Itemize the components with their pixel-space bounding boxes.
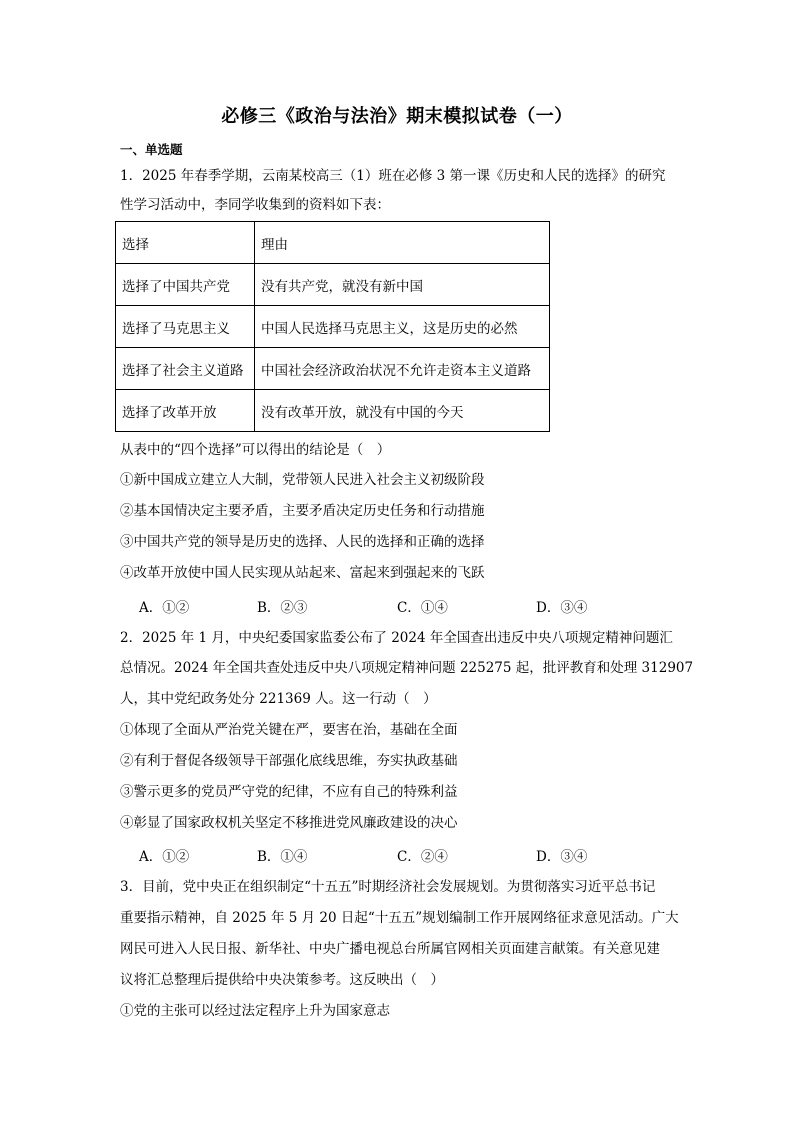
q2-stem-line-2: 总情况。2024 年全国共查处违反中央八项规定精神问题 225275 起，批评教育和处理 312907 (120, 660, 694, 676)
table-cell: 中国社会经济政治状况不允许走资本主义道路 (255, 348, 550, 390)
q1-option-d: D．③④ (536, 600, 588, 616)
q1-data-table (115, 221, 550, 432)
table-header-row (116, 222, 550, 264)
q1-item-1: ①新中国成立建立人大制，党带领人民进入社会主义初级阶段 (120, 472, 485, 488)
table-cell: 没有共产党，就没有新中国 (255, 264, 550, 306)
table-row (116, 264, 550, 306)
table-row (116, 390, 550, 432)
q1-stem-line-2: 性学习活动中，李同学收集到的资料如下表： (120, 197, 390, 213)
q3-stem-line-3: 网民可进入人民日报、新华社、中央广播电视总台所属官网相关页面建言献策。有关意见建 (120, 941, 660, 957)
table-cell: 理由 (255, 222, 550, 264)
q1-stem-line-1: 1．2025 年春季学期，云南某校高三（1）班在必修 3 第一课《历史和人民的选择》的研究 (120, 168, 666, 184)
q1-option-a: A．①② (139, 600, 190, 616)
table-cell: 选择了改革开放 (116, 390, 255, 432)
q2-item-4: ④彰显了国家政权机关坚定不移推进党风廉政建设的决心 (120, 815, 458, 831)
table-cell: 选择了中国共产党 (116, 264, 255, 306)
q3-item-1: ①党的主张可以经过法定程序上升为国家意志 (120, 1003, 390, 1019)
q1-option-c: C．①④ (397, 600, 448, 616)
q2-item-2: ②有利于督促各级领导干部强化底线思维，夯实执政基础 (120, 753, 458, 769)
q2-stem-line-3: 人，其中党纪政务处分 221369 人。这一行动（ ） (120, 691, 437, 707)
table-cell: 选择了马克思主义 (116, 306, 255, 348)
q2-item-3: ③警示更多的党员严守党的纪律，不应有自己的特殊利益 (120, 784, 458, 800)
q2-option-b: B．①④ (257, 849, 308, 865)
q2-option-d: D．③④ (536, 849, 588, 865)
page-title: 必修三《政治与法治》期末模拟试卷（一） (221, 106, 573, 127)
q2-option-c: C．②④ (397, 849, 448, 865)
q2-stem-line-1: 2．2025 年 1 月，中央纪委国家监委公布了 2024 年全国查出违反中央八项规定精神问题汇 (120, 630, 673, 646)
q1-option-b: B．②③ (257, 600, 308, 616)
q1-question: 从表中的“四个选择”可以得出的结论是（ ） (120, 442, 391, 458)
table-cell: 选择了社会主义道路 (116, 348, 255, 390)
table-row (116, 348, 550, 390)
section-heading: 一、单选题 (120, 142, 183, 157)
q1-item-2: ②基本国情决定主要矛盾，主要矛盾决定历史任务和行动措施 (120, 503, 485, 519)
q1-item-3: ③中国共产党的领导是历史的选择、人民的选择和正确的选择 (120, 534, 485, 550)
q3-stem-line-2: 重要指示精神，自 2025 年 5 月 20 日起“十五五”规划编制工作开展网络征求意见活动。广大 (120, 910, 679, 926)
q1-item-4: ④改革开放使中国人民实现从站起来、富起来到强起来的飞跃 (120, 565, 485, 581)
table-cell: 没有改革开放，就没有中国的今天 (255, 390, 550, 432)
q3-stem-line-4: 议将汇总整理后提供给中央决策参考。这反映出（ ） (120, 972, 444, 988)
q2-option-a: A．①② (139, 849, 190, 865)
table-row (116, 306, 550, 348)
q3-stem-line-1: 3．目前，党中央正在组织制定“十五五”时期经济社会发展规划。为贯彻落实习近平总书记 (120, 879, 656, 895)
table-cell: 中国人民选择马克思主义，这是历史的必然 (255, 306, 550, 348)
q2-item-1: ①体现了全面从严治党关键在严，要害在治，基础在全面 (120, 722, 458, 738)
table-cell: 选择 (116, 222, 255, 264)
